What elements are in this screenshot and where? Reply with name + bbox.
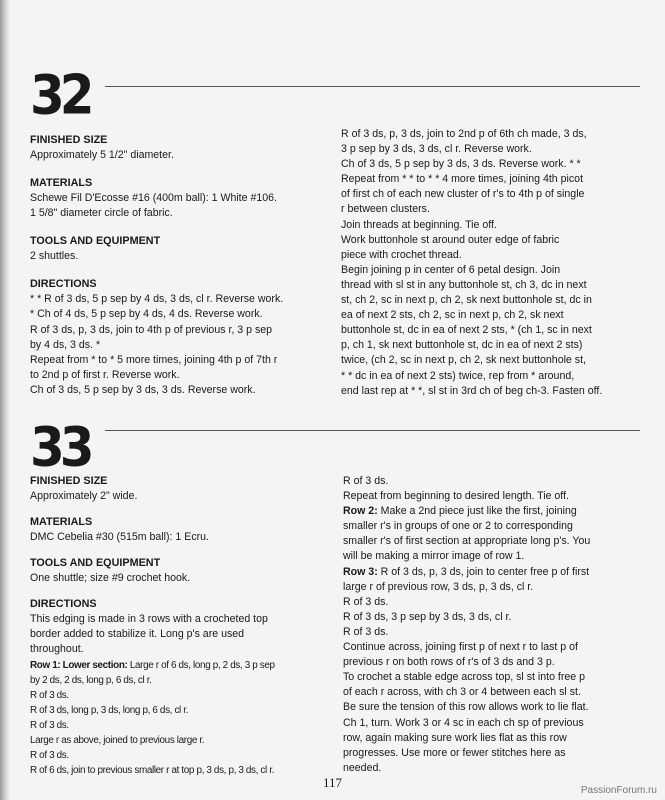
row-3-first-text: R of 3 ds, p, 3 ds, join to center free p of first — [377, 565, 590, 578]
row-3-line: Be sure the tension of this row allows work to lie flat. — [343, 701, 589, 714]
row-2-line: will be making a mirror image of row 1. — [343, 550, 525, 563]
row-3-line: row, again making sure work lies flat as this row — [343, 731, 567, 744]
tools-text: One shuttle; size #9 crochet hook. — [30, 572, 191, 585]
row-1-first-line — [30, 658, 275, 673]
finished-size-text: Approximately 2" wide. — [30, 490, 138, 502]
row-3-line: of each r across, with ch 3 or 4 between each sl st. — [343, 686, 581, 699]
directions-line: thread with sl st in any buttonhole st, ch 3, dc in next — [341, 278, 587, 291]
directions-line: * * dc in ea of next 2 sts) twice, rep from * around, — [341, 369, 575, 382]
watermark: PassionForum.ru — [580, 785, 657, 796]
tools-heading: TOOLS AND EQUIPMENT — [30, 235, 161, 248]
row-1-label: Row 1: Lower section: — [30, 659, 128, 671]
row-3-line: R of 3 ds. — [343, 595, 389, 608]
directions-line: st, ch 2, sc in next p, ch 2, sk next buttonhole st, dc in — [341, 294, 592, 307]
directions-line: Work buttonhole st around outer edge of fabric — [341, 233, 560, 246]
row-1-line: R of 3 ds. — [30, 750, 69, 762]
directions-line: R of 3 ds, p, 3 ds, join to 4th p of previous r, 3 p sep — [30, 323, 273, 336]
row-1-line: Large r as above, joined to previous large r. — [30, 735, 205, 747]
pattern-32-right-column — [341, 127, 602, 399]
row-3-line: progresses. Use more or fewer stitches here as — [343, 746, 566, 759]
page-number: 117 — [322, 775, 343, 790]
row-3-label: Row 3: — [343, 565, 378, 578]
directions-line: end last rep at * *, sl st in 3rd ch of beg ch-3. Fasten off. — [341, 384, 603, 397]
directions-line: 3 p sep by 3 ds, 3 ds, cl r. Reverse work. — [341, 143, 532, 156]
tools-text: 2 shuttles. — [30, 250, 79, 263]
section-divider — [105, 86, 640, 87]
row-3-line: previous r on both rows of r's of 3 ds and 3 p. — [343, 656, 555, 669]
directions-line: ea of next 2 sts, ch 2, sc in next p, ch 2, sk next — [341, 309, 564, 322]
directions-line: Join threads at beginning. Tie off. — [341, 218, 497, 231]
directions-line: * Ch of 4 ds, 5 p sep by 4 ds, 4 ds. Reverse work. — [30, 308, 263, 321]
finished-size-text: Approximately 5 1/2" diameter. — [30, 149, 174, 161]
intro-line: throughout. — [30, 643, 84, 656]
pattern-33-right-column — [343, 474, 590, 776]
directions-line: piece with crochet thread. — [341, 248, 462, 261]
materials-line: 1 5/8" diameter circle of fabric. — [30, 207, 173, 220]
directions-line: * * R of 3 ds, 5 p sep by 4 ds, 3 ds, cl r. Reverse work. — [30, 293, 284, 306]
row-1-line: by 2 ds, 2 ds, long p, 6 ds, cl r. — [30, 674, 152, 686]
materials-heading: MATERIALS — [30, 177, 93, 190]
row-2-first-line — [343, 504, 590, 519]
row-3-first-line — [343, 565, 590, 580]
pattern-33-left-column — [30, 474, 275, 778]
row-1-line: R of 6 ds, join to previous smaller r at top p, 3 ds, p, 3 ds, cl r. — [30, 765, 275, 777]
row-2-line: smaller r's in groups of one or 2 to corresponding — [343, 520, 573, 533]
directions-line: Repeat from * * to * * 4 more times, joining 4th picot — [341, 173, 584, 186]
directions-line: Repeat from beginning to desired length. Tie off. — [343, 490, 569, 503]
pattern-32-left-column — [30, 133, 283, 398]
tools-heading: TOOLS AND EQUIPMENT — [30, 557, 161, 570]
row-1-block — [30, 658, 275, 779]
finished-size-heading: FINISHED SIZE — [30, 134, 108, 146]
directions-line: Repeat from * to * 5 more times, joining 4th p of 7th r — [30, 353, 278, 366]
row-2-first-text: Make a 2nd piece just like the first, joining — [377, 505, 577, 518]
row-3-line: R of 3 ds, 3 p sep by 3 ds, 3 ds, cl r. — [343, 610, 512, 623]
directions-line: p, ch 1, sk next buttonhole st, dc in ea of next 2 sts) — [341, 339, 583, 352]
directions-line: buttonhole st, dc in ea of next 2 sts, * (ch 1, sc in next — [341, 324, 592, 337]
row-3-line: R of 3 ds. — [343, 625, 389, 638]
row-3-line: Ch 1, turn. Work 3 or 4 sc in each ch sp of previous — [343, 716, 584, 729]
directions-heading: DIRECTIONS — [30, 278, 97, 291]
directions-line: r between clusters. — [341, 203, 430, 216]
pattern-number-32: 32 — [30, 63, 90, 127]
row-2-label: Row 2: — [343, 505, 378, 518]
directions-line: twice, (ch 2, sc in next p, ch 2, sk next buttonhole st, — [341, 354, 586, 367]
row-1-first-text: Large r of 6 ds, long p, 2 ds, 3 p sep — [127, 659, 275, 671]
directions-heading: DIRECTIONS — [30, 598, 97, 611]
intro-line: border added to stabilize it. Long p's are used — [30, 628, 245, 641]
directions-line: Ch of 3 ds, 5 p sep by 3 ds, 3 ds. Reverse work. — [30, 383, 256, 396]
section-divider — [105, 430, 640, 431]
finished-size-heading: FINISHED SIZE — [30, 475, 108, 487]
pattern-number-33: 33 — [30, 415, 90, 479]
materials-text: DMC Cebelia #30 (515m ball): 1 Ecru. — [30, 531, 209, 544]
row-3-line: needed. — [343, 761, 382, 774]
row-3-line: To crochet a stable edge across top, sl st into free p — [343, 671, 586, 684]
directions-line: R of 3 ds, p, 3 ds, join to 2nd p of 6th ch made, 3 ds, — [341, 128, 587, 140]
materials-heading: MATERIALS — [30, 516, 93, 529]
directions-line: by 4 ds, 3 ds. * — [30, 338, 101, 351]
row-1-line: R of 3 ds, long p, 3 ds, long p, 6 ds, cl r. — [30, 704, 189, 716]
directions-line: to 2nd p of first r. Reverse work. — [30, 368, 180, 381]
directions-line: of first ch of each new cluster of r's to 4th p of single — [341, 188, 585, 201]
directions-line: Ch of 3 ds, 5 p sep by 3 ds, 3 ds. Reverse work. * * — [341, 158, 581, 171]
row-3-line: large r of previous row, 3 ds, p, 3 ds, cl r. — [343, 580, 534, 593]
intro-line: This edging is made in 3 rows with a crocheted top — [30, 613, 268, 626]
row-3-line: Continue across, joining first p of next r to last p of — [343, 641, 578, 654]
materials-line: Schewe Fil D'Ecosse #16 (400m ball): 1 White #106. — [30, 192, 277, 205]
directions-line: Begin joining p in center of 6 petal design. Join — [341, 263, 561, 276]
row-1-line: R of 3 ds. — [30, 689, 69, 701]
directions-line: R of 3 ds. — [343, 475, 389, 487]
row-2-line: smaller r's of first section at appropriate long p's. You — [343, 535, 591, 548]
book-spine-shadow — [0, 0, 10, 800]
row-1-line: R of 3 ds. — [30, 719, 69, 731]
